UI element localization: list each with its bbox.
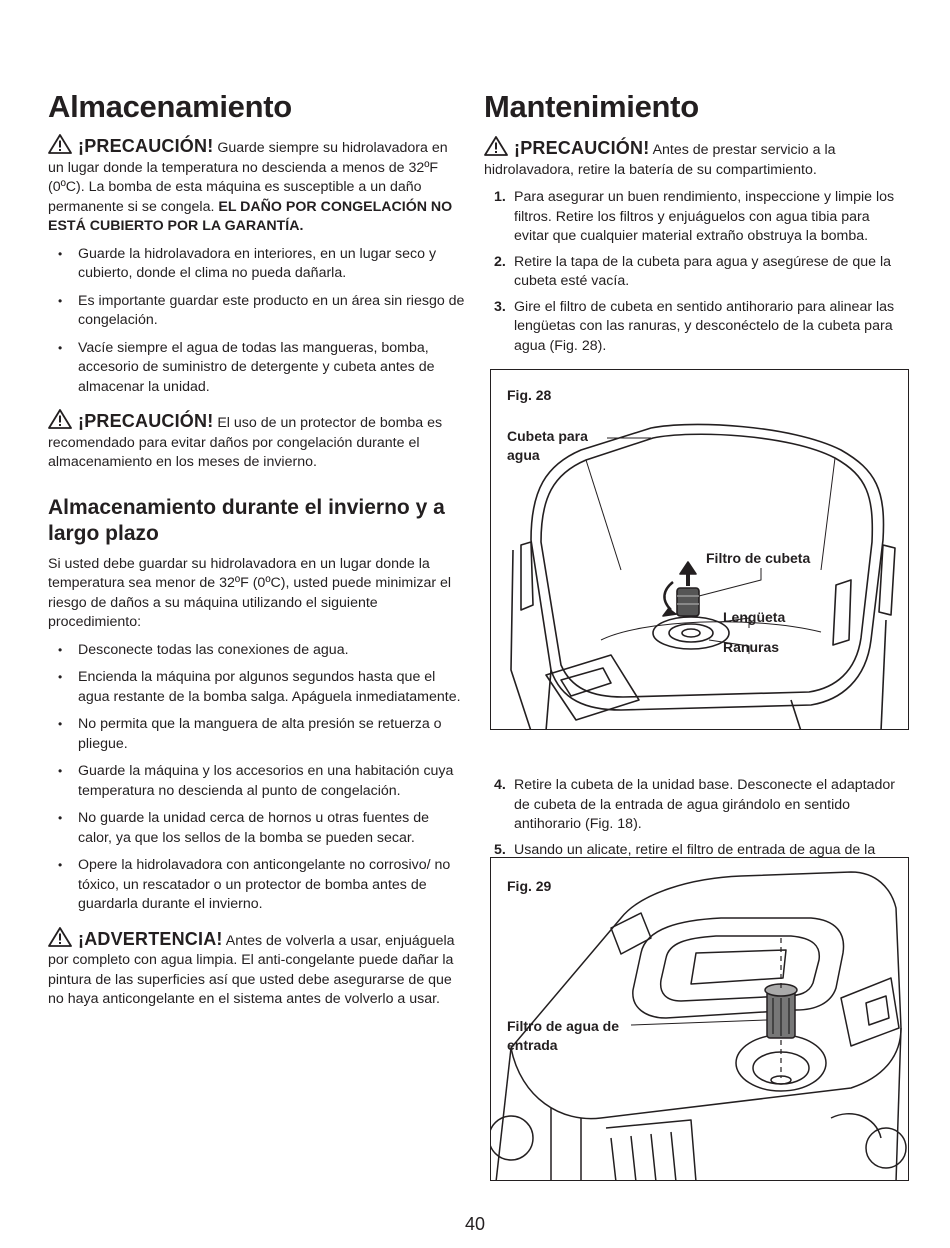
step-number: 4. (494, 777, 506, 793)
fig-28-label: Fig. 28 (507, 387, 552, 403)
step-text: Retire la cubeta de la unidad base. Desconecte el adaptador de cubeta de la entrada de agua girándolo en sentido antihorario (Fig. 18). (514, 777, 895, 832)
storage-bullets (48, 245, 466, 398)
winter-storage-bullets (48, 641, 466, 915)
page-number: 40 (464, 1214, 486, 1234)
warning-triangle-icon (48, 409, 72, 429)
warning-heading: ¡ADVERTENCIA! (78, 928, 223, 949)
step-number: 3. (494, 298, 506, 315)
caution-text: Antes de prestar servicio a la hidrolavadora, retire la batería de su compartimiento. (484, 142, 836, 178)
caution-heading: ¡PRECAUCIÓN! (78, 136, 214, 156)
figure-29 (490, 857, 909, 1181)
list-item: • Encienda la máquina por algunos segundos hasta que el agua restante de la bomba salga. Apáguela inmediatamente. (48, 668, 466, 707)
list-item (484, 188, 908, 247)
inlet-filter-callout: Filtro de agua de entrada (507, 1018, 620, 1053)
caution-heading: ¡PRECAUCIÓN! (78, 411, 214, 431)
antifreeze-warning (48, 927, 466, 1010)
step-text: Gire el filtro de cubeta en sentido antihorario para alinear las lengüetas con las ranuras, y desconéctelo de la cubeta para agua (Fig. 28). (514, 298, 895, 354)
caution-bold-text: EL DAÑO POR CONGELACIÓN NO ESTÁ CUBIERTO POR LA GARANTÍA. (48, 198, 453, 234)
pump-protector-caution (48, 409, 466, 473)
step-number: 2. (494, 253, 506, 270)
warning-triangle-icon (484, 136, 508, 156)
caution-heading: ¡PRECAUCIÓN! (514, 138, 650, 158)
warning-triangle-icon (48, 134, 72, 154)
maintenance-caution (484, 136, 908, 180)
tab-callout: Lengüeta (723, 609, 786, 625)
winter-storage-title: Almacenamiento durante el invierno y a largo plazo (48, 495, 445, 545)
list-item: • No guarde la unidad cerca de hornos u otras fuentes de calor, ya que los sellos de la bomba se pueden secar. (48, 809, 466, 848)
list-item: • Guarde la máquina y los accesorios en una habitación cuya temperatura no descienda al punto de congelación. (48, 762, 466, 801)
step-number: 5. (494, 841, 506, 858)
list-item (484, 298, 908, 357)
list-item: • Guarde la hidrolavadora en interiores, en un lugar seco y cubierto, donde el clima no pueda dañarla. (48, 245, 466, 284)
maintenance-title: Mantenimiento (484, 89, 699, 124)
warning-triangle-icon (48, 927, 72, 947)
caution-text: Guarde siempre su hidrolavadora en un lugar donde la temperatura no descienda a menos de 32ºF (0ºC). La bomba de esta máquina es susceptible a un daño permanente si se congela. (48, 140, 448, 215)
storage-caution (48, 134, 466, 237)
maintenance-steps-1 (484, 188, 908, 356)
bucket-callout: Cubeta para agua (507, 428, 588, 463)
step-number: 1. (494, 189, 506, 205)
storage-title: Almacenamiento (48, 89, 292, 124)
slots-callout: Ranuras (723, 639, 780, 655)
step-text: Usando un alicate, retire el filtro de entrada de agua de la (514, 841, 876, 858)
maintenance-column (484, 88, 908, 362)
list-item: • No permita que la manguera de alta presión se retuerza o pliegue. (48, 715, 466, 754)
list-item (484, 253, 908, 292)
water-bucket-illustration (491, 370, 909, 730)
list-item: • Desconecte todas las conexiones de agua. (48, 641, 466, 661)
step-text: Retire la tapa de la cubeta para agua y asegúrese de que la cubeta esté vacía. (514, 253, 892, 289)
list-item: • Opere la hidrolavadora con anticongelante no corrosivo/ no tóxico, un rescatador o un protector de bomba antes de guardarla durante el invierno. (48, 856, 466, 915)
storage-column (48, 88, 466, 1010)
figure-28 (490, 369, 909, 730)
step-text: Para asegurar un buen rendimiento, inspeccione y limpie los filtros. Retire los filtros y enjuáguelos con agua tibia para evitar que cualquier material extraño obstruya la bomba. (514, 189, 895, 244)
fig-29-label: Fig. 29 (507, 878, 552, 894)
list-item (484, 776, 908, 835)
bucket-filter-callout: Filtro de cubeta (706, 550, 811, 566)
winter-storage-intro: Si usted debe guardar su hidrolavadora en un lugar donde la temperatura sea menor de 32ºF (0ºC), usted puede minimizar el riesgo de daños a su máquina utilizando el siguiente procedimiento: (48, 555, 452, 630)
caution-text: El uso de un protector de bomba es recomendado para evitar daños por congelación durante el almacenamiento en los meses de invierno. (48, 415, 443, 470)
list-item: • Es importante guardar este producto en un área sin riesgo de congelación. (48, 292, 466, 331)
list-item: • Vacíe siempre el agua de todas las mangueras, bomba, accesorio de suministro de detergente y cubeta antes de almacenar la unidad. (48, 339, 466, 398)
warning-text: Antes de volverla a usar, enjuáguela por completo con agua limpia. El anti-congelante puede dañar la pintura de las superficies así que usted debe asegurarse de que no haya anticongelante en el sistema antes de volverlo a usar. (48, 932, 455, 1007)
